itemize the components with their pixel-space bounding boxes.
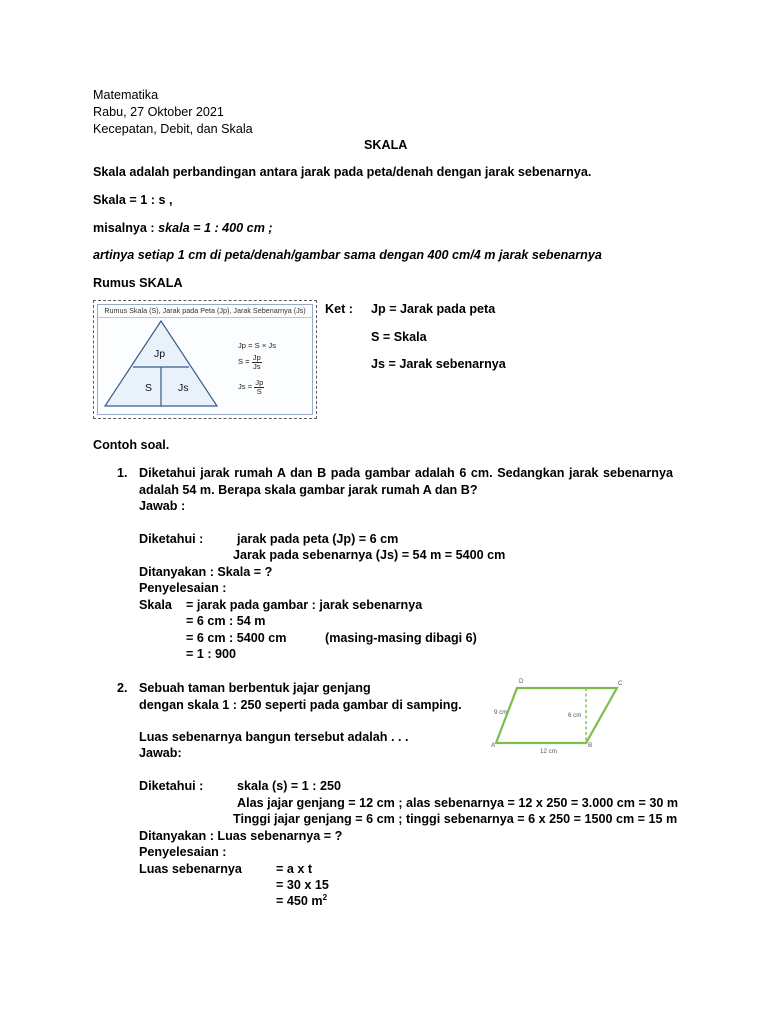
rumus-heading: Rumus SKALA — [93, 276, 183, 290]
ket-jp: Jp = Jarak pada peta — [371, 302, 496, 316]
soal1-penyelesaian: Penyelesaian : — [139, 581, 227, 595]
formula-triangle — [98, 305, 314, 416]
rumus-figure-title: Rumus Skala (S), Jarak pada Peta (Jp), Jarak Sebenarnya (Js) — [98, 305, 312, 318]
soal1-step3-note: (masing-masing dibagi 6) — [325, 631, 477, 645]
soal2-penyelesaian: Penyelesaian : — [139, 845, 227, 859]
formula-js-lhs: Js = — [238, 382, 253, 391]
soal2-diketahui-skala: skala (s) = 1 : 250 — [237, 779, 341, 793]
vertex-d-label: D — [519, 678, 524, 685]
soal1-question-line2: adalah 54 m. Berapa skala gambar jarak rumah A dan B? — [139, 483, 478, 497]
rumus-figure-inner — [97, 304, 313, 415]
vertex-c-label: C — [618, 680, 623, 687]
example-line — [93, 220, 273, 236]
soal1-step3: = 6 cm : 5400 cm — [186, 631, 287, 645]
example-value: skala = 1 : 400 cm ; — [158, 221, 273, 235]
formula-js-numerator: Jp — [255, 378, 264, 388]
parallelogram-shape — [486, 678, 631, 760]
example-meaning: artinya setiap 1 cm di peta/denah/gambar sama dengan 400 cm/4 m jarak sebenarnya — [93, 248, 602, 262]
soal1-question-line1: Diketahui jarak rumah A dan B pada gambar adalah 6 cm. Sedangkan jarak sebenarnya — [139, 466, 673, 480]
ket-label: Ket : — [325, 302, 353, 316]
page-title: SKALA — [364, 138, 408, 152]
soal2-ditanyakan: Ditanyakan : Luas sebenarnya = ? — [139, 829, 343, 843]
soal2-step3-value: = 450 m — [276, 894, 323, 908]
soal2-jawab: Jawab: — [139, 746, 182, 760]
soal1-number: 1. — [117, 466, 128, 480]
soal2-step1: = a x t — [276, 862, 313, 876]
soal2-diketahui-tinggi: Tinggi jajar genjang = 6 cm ; tinggi sebenarnya = 6 x 250 = 1500 cm = 15 m — [233, 812, 678, 826]
date-line: Rabu, 27 Oktober 2021 — [93, 105, 224, 119]
soal1-step2: = 6 cm : 54 m — [186, 614, 266, 628]
soal2-question-line1: Sebuah taman berbentuk jajar genjang — [139, 681, 371, 695]
formula-s-lhs: S = — [238, 357, 250, 366]
rumus-figure — [93, 300, 317, 419]
triangle-jp-label: Jp — [154, 348, 166, 360]
subject-line: Matematika — [93, 88, 159, 102]
scale-formula: Skala = 1 : s , — [93, 193, 173, 207]
topic-line: Kecepatan, Debit, dan Skala — [93, 122, 253, 136]
soal2-step2: = 30 x 15 — [276, 878, 329, 892]
soal1-jawab: Jawab : — [139, 499, 186, 513]
soal1-diketahui-jp: jarak pada peta (Jp) = 6 cm — [237, 532, 399, 546]
soal1-diketahui-js: Jarak pada sebenarnya (Js) = 54 m = 5400 cm — [233, 548, 506, 562]
formula-s-numerator: Jp — [252, 353, 261, 363]
formula-s-denominator: Js — [252, 361, 261, 371]
formula-js-denominator: S — [256, 386, 262, 396]
example-prefix: misalnya : — [93, 221, 159, 235]
parallelogram-figure — [486, 678, 631, 760]
ket-s: S = Skala — [371, 330, 427, 344]
soal2-step3-sup: 2 — [322, 892, 328, 902]
triangle-s-label: S — [145, 382, 153, 394]
contoh-heading: Contoh soal. — [93, 438, 170, 452]
height-length-label: 6 cm — [568, 712, 582, 719]
definition-text: Skala adalah perbandingan antara jarak pada peta/denah dengan jarak sebenarnya. — [93, 165, 592, 179]
formula-s — [238, 354, 262, 370]
soal2-question: Luas sebenarnya bangun tersebut adalah . . . — [139, 730, 409, 744]
formula-s-fraction — [252, 354, 262, 370]
soal1-diketahui-label: Diketahui : — [139, 532, 204, 546]
vertex-b-label: B — [588, 742, 593, 749]
formula-jp: Jp = S × Js — [238, 341, 276, 350]
soal2-diketahui-alas: Alas jajar genjang = 12 cm ; alas sebenarnya = 12 x 250 = 3.000 cm = 30 m — [237, 796, 679, 810]
vertex-a-label: A — [491, 742, 496, 749]
soal1-step4: = 1 : 900 — [186, 647, 237, 661]
formula-js-fraction — [254, 379, 264, 395]
ket-js: Js = Jarak sebenarnya — [371, 357, 506, 371]
soal2-luas-label: Luas sebenarnya — [139, 862, 242, 876]
soal2-diketahui-label: Diketahui : — [139, 779, 204, 793]
side-length-label: 9 cm — [494, 709, 508, 716]
soal1-skala-label: Skala — [139, 598, 172, 612]
triangle-js-label: Js — [178, 382, 189, 394]
soal2-question-line2: dengan skala 1 : 250 seperti pada gambar di samping. — [139, 698, 462, 712]
formula-js — [238, 379, 264, 395]
soal2-number: 2. — [117, 681, 128, 695]
base-length-label: 12 cm — [540, 748, 557, 755]
soal2-step3 — [276, 893, 327, 909]
soal1-ditanyakan: Ditanyakan : Skala = ? — [139, 565, 273, 579]
soal1-step1: = jarak pada gambar : jarak sebenarnya — [186, 598, 423, 612]
